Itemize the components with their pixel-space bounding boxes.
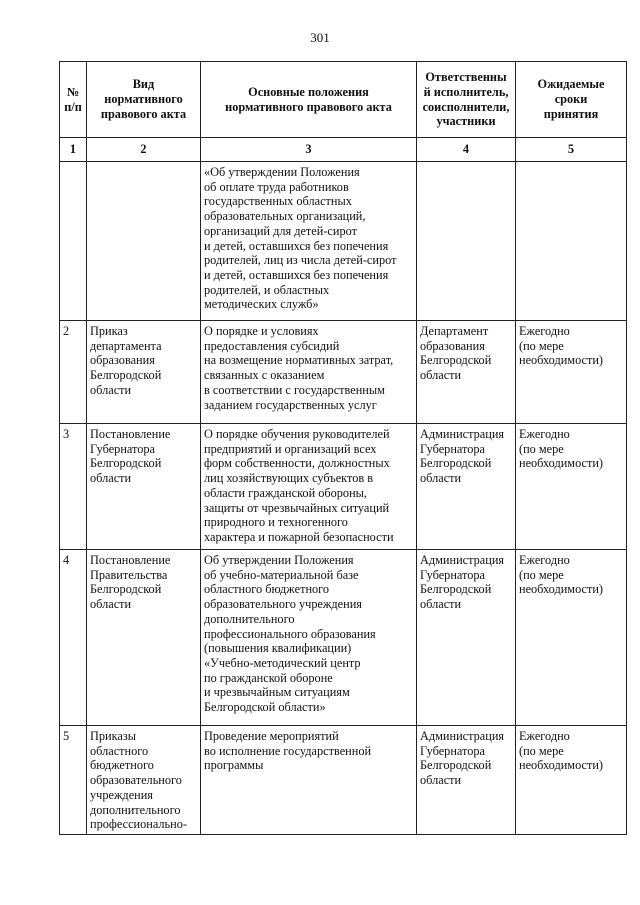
act-provisions: Об утверждении Положения об учебно-материальной базе областного бюджетного образовательного учреждения дополнительного профессионального образования (повышения квалификации) «Учебно-методический центр по гражданской обороне и чрезвычайным ситуациям Белгородской области» bbox=[201, 550, 417, 726]
act-provisions: О порядке обучения руководителей предприятий и организаций всех форм собственности, должностных лиц хозяйствующих субъектов в области гражданской обороны, защиты от чрезвычайных ситуаций природного и техногенного характера и пожарной безопасности bbox=[201, 424, 417, 550]
act-type: Постановление Правительства Белгородской области bbox=[87, 550, 201, 726]
act-provisions: О порядке и условиях предоставления субсидий на возмещение нормативных затрат, связанных с оказанием в соответствии с государственным заданием государственных услуг bbox=[201, 321, 417, 424]
row-number: 2 bbox=[60, 321, 87, 424]
expected-deadline bbox=[516, 162, 627, 321]
act-type: Приказы областного бюджетного образовательного учреждения дополнительного профессионально- bbox=[87, 726, 201, 835]
responsible-party: Департамент образования Белгородской области bbox=[417, 321, 516, 424]
legal-acts-table bbox=[59, 61, 627, 835]
expected-deadline: Ежегодно (по мере необходимости) bbox=[516, 726, 627, 835]
column-number: 5 bbox=[516, 138, 627, 162]
responsible-party: Администрация Губернатора Белгородской области bbox=[417, 550, 516, 726]
act-provisions: «Об утверждении Положения об оплате труда работников государственных областных образовательных организаций, организаций для детей-сирот и детей, оставшихся без попечения родителей, лиц из числа детей-сирот и детей, оставшихся без попечения родителей, и областных методических служб» bbox=[201, 162, 417, 321]
responsible-party bbox=[417, 162, 516, 321]
table-row bbox=[60, 726, 627, 835]
column-number: 3 bbox=[201, 138, 417, 162]
page-number: 301 bbox=[310, 30, 330, 45]
expected-deadline: Ежегодно (по мере необходимости) bbox=[516, 321, 627, 424]
column-number: 2 bbox=[87, 138, 201, 162]
row-number: 5 bbox=[60, 726, 87, 835]
row-number bbox=[60, 162, 87, 321]
table-row bbox=[60, 550, 627, 726]
responsible-party: Администрация Губернатора Белгородской области bbox=[417, 726, 516, 835]
row-number: 4 bbox=[60, 550, 87, 726]
table-row bbox=[60, 424, 627, 550]
header-responsible: Ответственны й исполнитель, соисполнители, участники bbox=[417, 62, 516, 138]
header-act-type: Вид нормативного правового акта bbox=[87, 62, 201, 138]
table-row bbox=[60, 321, 627, 424]
header-deadline: Ожидаемые сроки принятия bbox=[516, 62, 627, 138]
act-provisions: Проведение мероприятий во исполнение государственной программы bbox=[201, 726, 417, 835]
header-number: № п/п bbox=[60, 62, 87, 138]
act-type: Приказ департамента образования Белгородской области bbox=[87, 321, 201, 424]
expected-deadline: Ежегодно (по мере необходимости) bbox=[516, 550, 627, 726]
expected-deadline: Ежегодно (по мере необходимости) bbox=[516, 424, 627, 550]
column-number: 1 bbox=[60, 138, 87, 162]
table-row bbox=[60, 162, 627, 321]
header-act-provisions: Основные положения нормативного правового акта bbox=[201, 62, 417, 138]
table-header-row bbox=[60, 62, 627, 138]
column-number-row bbox=[60, 138, 627, 162]
act-type: Постановление Губернатора Белгородской области bbox=[87, 424, 201, 550]
column-number: 4 bbox=[417, 138, 516, 162]
act-type bbox=[87, 162, 201, 321]
responsible-party: Администрация Губернатора Белгородской области bbox=[417, 424, 516, 550]
row-number: 3 bbox=[60, 424, 87, 550]
